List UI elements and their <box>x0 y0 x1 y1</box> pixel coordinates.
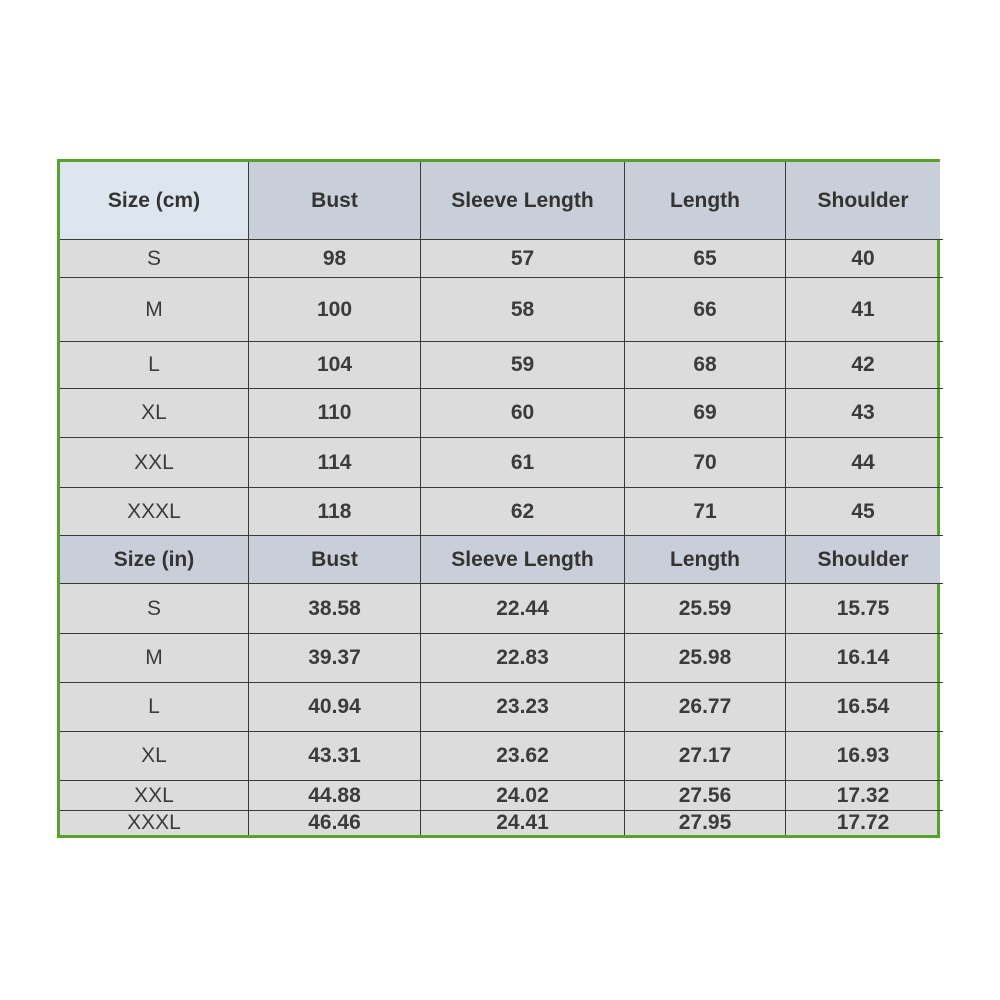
size-cell: XL <box>60 732 249 780</box>
table-cell: 43 <box>851 401 875 424</box>
table-cell: 58 <box>421 278 625 341</box>
table-header-in <box>60 536 943 584</box>
header-cell: Length <box>625 162 786 239</box>
table-cell: 43.31 <box>249 732 421 780</box>
table-cell: 23.62 <box>421 732 625 780</box>
table-cell: 68 <box>625 342 786 388</box>
header-cell: Bust <box>249 162 421 239</box>
table-cell: 71 <box>625 488 786 535</box>
table-cell: 16.54 <box>836 695 890 718</box>
header-cell: Shoulder <box>786 162 940 239</box>
table-cell: 70 <box>625 438 786 487</box>
header-cell: Sleeve Length <box>421 536 625 583</box>
header-cell: Length <box>625 536 786 583</box>
size-cell: S <box>60 584 249 633</box>
table-cell: 16.14 <box>836 646 890 669</box>
table-cell: 25.98 <box>625 634 786 682</box>
table-cell: 100 <box>249 278 421 341</box>
header-cell: Bust <box>249 536 421 583</box>
table-row <box>60 240 943 278</box>
table-row <box>60 488 943 536</box>
table-row <box>60 811 943 835</box>
size-cell: L <box>60 342 249 388</box>
table-cell: 16.93 <box>836 744 890 767</box>
header-cell: Sleeve Length <box>421 162 625 239</box>
table-row <box>60 584 943 634</box>
table-row <box>60 342 943 389</box>
table-header-cm <box>60 162 943 240</box>
table-cell: 44 <box>851 450 875 474</box>
header-cell: Size (cm) <box>60 162 249 239</box>
table-cell: 60 <box>421 389 625 437</box>
table-cell: 45 <box>851 499 875 523</box>
table-cell: 15.75 <box>836 596 890 620</box>
table-cell: 27.56 <box>625 781 786 810</box>
size-cell: M <box>60 634 249 682</box>
table-cell: 118 <box>249 488 421 535</box>
table-cell: 22.44 <box>421 584 625 633</box>
size-cell: XL <box>60 389 249 437</box>
header-cell: Shoulder <box>786 536 940 583</box>
table-cell: 104 <box>249 342 421 388</box>
table-cell: 24.02 <box>421 781 625 810</box>
size-cell: XXL <box>60 438 249 487</box>
table-cell: 40 <box>851 246 875 270</box>
table-cell: 44.88 <box>249 781 421 810</box>
table-cell: 61 <box>421 438 625 487</box>
table-row <box>60 683 943 732</box>
table-row <box>60 732 943 781</box>
table-row <box>60 634 943 683</box>
table-cell: 38.58 <box>249 584 421 633</box>
table-cell: 40.94 <box>249 683 421 731</box>
table-cell: 42 <box>851 353 875 376</box>
table-cell: 41 <box>851 297 875 321</box>
table-cell: 24.41 <box>421 811 625 835</box>
size-chart-table <box>57 159 940 838</box>
table-cell: 25.59 <box>625 584 786 633</box>
size-cell: L <box>60 683 249 731</box>
table-row <box>60 278 943 342</box>
table-cell: 46.46 <box>249 811 421 835</box>
table-cell: 110 <box>249 389 421 437</box>
table-cell: 22.83 <box>421 634 625 682</box>
table-cell: 17.32 <box>836 783 890 807</box>
table-cell: 69 <box>625 389 786 437</box>
table-cell: 65 <box>625 240 786 277</box>
table-cell: 27.95 <box>625 811 786 835</box>
table-cell: 57 <box>421 240 625 277</box>
header-cell: Size (in) <box>60 536 249 583</box>
table-cell: 39.37 <box>249 634 421 682</box>
table-cell: 66 <box>625 278 786 341</box>
table-cell: 62 <box>421 488 625 535</box>
table-cell: 59 <box>421 342 625 388</box>
size-cell: M <box>60 278 249 341</box>
table-cell: 17.72 <box>836 811 890 834</box>
table-row <box>60 781 943 811</box>
size-cell: XXXL <box>60 488 249 535</box>
size-cell: S <box>60 240 249 277</box>
table-cell: 26.77 <box>625 683 786 731</box>
table-cell: 114 <box>249 438 421 487</box>
size-cell: XXXL <box>60 811 249 835</box>
size-cell: XXL <box>60 781 249 810</box>
table-row <box>60 438 943 488</box>
table-cell: 27.17 <box>625 732 786 780</box>
table-row <box>60 389 943 438</box>
table-cell: 23.23 <box>421 683 625 731</box>
table-cell: 98 <box>249 240 421 277</box>
